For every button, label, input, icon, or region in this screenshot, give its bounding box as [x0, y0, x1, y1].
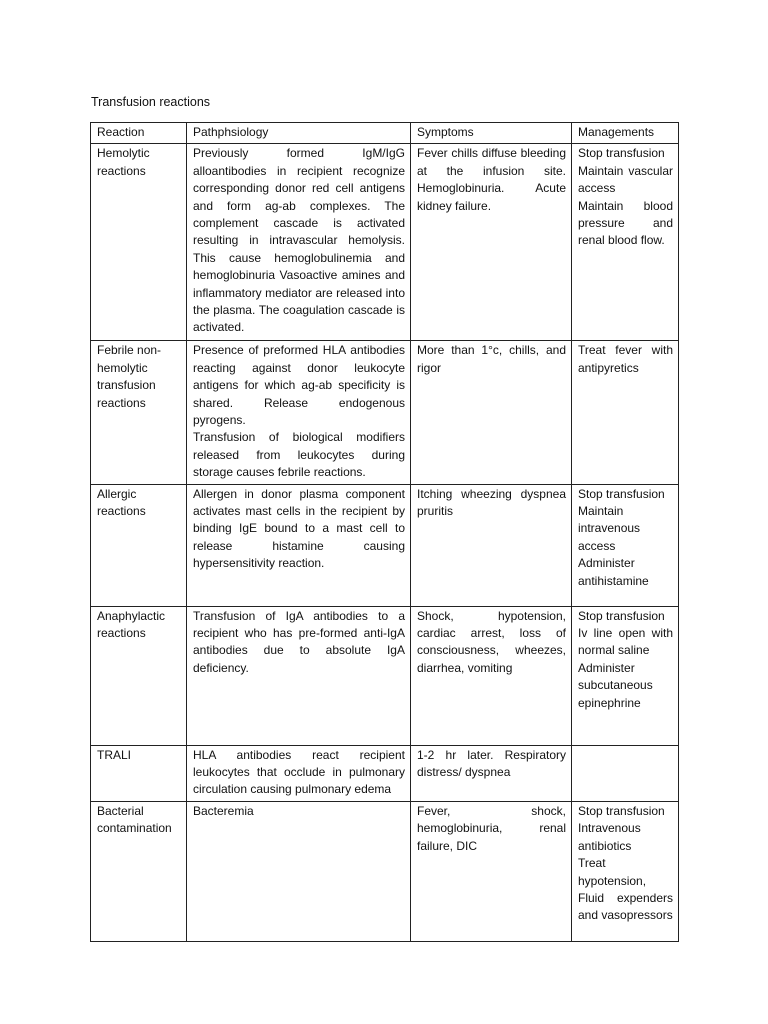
pathophysiology-cell: Bacteremia: [187, 801, 411, 941]
header-managements: Managements: [572, 123, 679, 144]
table-row: [91, 341, 679, 484]
management-item: Administer subcutaneous epinephrine: [578, 660, 653, 710]
management-item: Maintain vascular access: [578, 163, 673, 196]
pathophysiology-cell: Previously formed IgM/IgG alloantibodies in recipient recognize corresponding donor red cell antigens and form ag-ab complexes. The complement cascade is activated resulting in intravascular hemolysis. This cause hemoglobulinemia and hemoglobinuria Vasoactive amines and inflammatory mediator are released into the plasma. The coagulation cascade is activated.: [187, 144, 411, 341]
symptoms-cell: Fever, shock, hemoglobinuria, renal failure, DIC: [411, 801, 572, 941]
pathophysiology-cell: Transfusion of IgA antibodies to a recipient who has pre-formed anti-IgA antibodies due to absolute IgA deficiency.: [187, 606, 411, 745]
reaction-cell: Anaphylactic reactions: [91, 606, 187, 745]
management-cell: [572, 144, 679, 341]
management-cell: [572, 341, 679, 484]
header-reaction: Reaction: [91, 123, 187, 144]
management-item: Intravenous antibiotics: [578, 821, 641, 853]
management-cell: [572, 801, 679, 941]
symptoms-cell: Fever chills diffuse bleeding at the infusion site. Hemoglobinuria. Acute kidney failure.: [411, 144, 572, 341]
management-item: Stop transfusion: [578, 803, 665, 818]
reaction-cell: TRALI: [91, 745, 187, 801]
table-row: [91, 606, 679, 745]
management-cell: [572, 606, 679, 745]
transfusion-reactions-table: [90, 122, 679, 942]
header-pathophysiology: Pathphsiology: [187, 123, 411, 144]
reaction-cell: Bacterial contamination: [91, 801, 187, 941]
table-header-row: [91, 123, 679, 144]
management-item: Stop transfusion: [578, 486, 665, 501]
symptoms-cell: More than 1°c, chills, and rigor: [411, 341, 572, 484]
management-item: Administer antihistamine: [578, 556, 649, 588]
pathophysiology-cell: [187, 341, 411, 484]
management-item: Maintain blood pressure and renal blood flow.: [578, 198, 673, 248]
document-title: Transfusion reactions: [91, 95, 211, 109]
table-row: [91, 745, 679, 801]
table-row: [91, 801, 679, 941]
reaction-cell: Febrile non-hemolytic transfusion reactions: [91, 341, 187, 484]
symptoms-cell: Itching wheezing dyspnea pruritis: [411, 484, 572, 606]
management-item: Stop transfusion: [578, 146, 665, 161]
pathophysiology-paragraph: Presence of preformed HLA antibodies reacting against donor leukocyte antigens for which ag-ab specificity is shared. Release endogenous pyrogens.: [193, 343, 405, 428]
table-row: [91, 144, 679, 341]
header-symptoms: Symptoms: [411, 123, 572, 144]
management-item: Treat fever with antipyretics: [578, 343, 673, 375]
management-item: Fluid expenders and vasopressors: [578, 890, 673, 923]
symptoms-cell: 1-2 hr later. Respiratory distress/ dyspnea: [411, 745, 572, 801]
management-item: Iv line open with normal saline: [578, 626, 673, 658]
management-item: Maintain intravenous access: [578, 504, 641, 553]
management-cell: [572, 745, 679, 801]
reaction-cell: Allergic reactions: [91, 484, 187, 606]
management-cell: [572, 484, 679, 606]
management-item: Treat hypotension,: [578, 856, 647, 888]
reaction-cell: Hemolytic reactions: [91, 144, 187, 341]
pathophysiology-cell: HLA antibodies react recipient leukocytes that occlude in pulmonary circulation causing pulmonary edema: [187, 745, 411, 801]
pathophysiology-cell: Allergen in donor plasma component activates mast cells in the recipient by binding IgE bound to a mast cell to release histamine causing hypersensitivity reaction.: [187, 484, 411, 606]
management-item: Stop transfusion: [578, 608, 665, 623]
pathophysiology-paragraph: Transfusion of biological modifiers released from leukocytes during storage causes febrile reactions.: [193, 430, 405, 480]
table-row: [91, 484, 679, 606]
symptoms-cell: Shock, hypotension, cardiac arrest, loss of consciousness, wheezes, diarrhea, vomiting: [411, 606, 572, 745]
